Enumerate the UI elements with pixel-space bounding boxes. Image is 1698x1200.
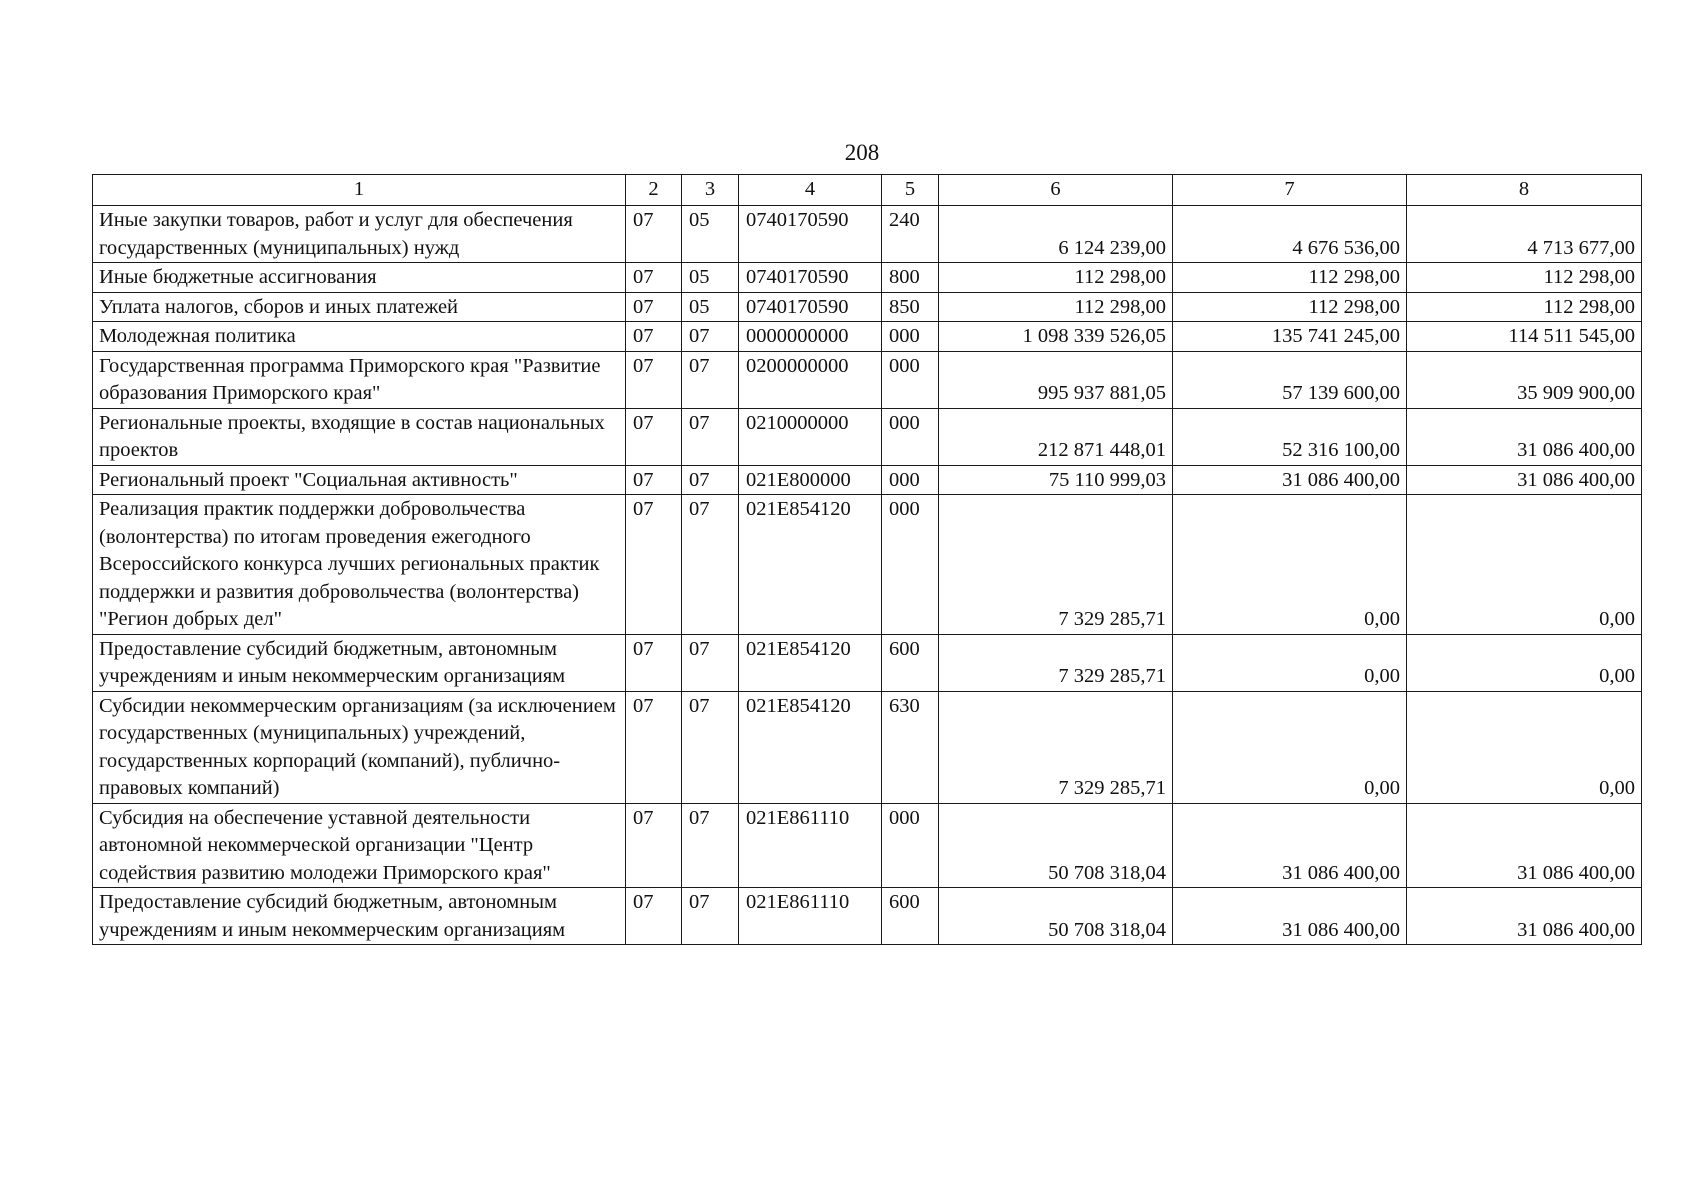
amount-col-6: 7 329 285,71 (939, 634, 1173, 691)
subsection-code: 07 (682, 351, 739, 408)
amount-col-8: 4 713 677,00 (1407, 206, 1642, 263)
amount-col-8: 35 909 900,00 (1407, 351, 1642, 408)
amount-col-6: 112 298,00 (939, 263, 1173, 293)
column-header: 2 (626, 175, 682, 206)
section-code: 07 (626, 495, 682, 635)
table-row (93, 465, 1642, 495)
subsection-code: 07 (682, 634, 739, 691)
target-article-code: 021E854120 (739, 495, 882, 635)
item-name: Субсидия на обеспечение уставной деятельности автономной некоммерческой организации "Центр содействия развитию молодежи Приморского края" (93, 803, 626, 888)
expense-type-code: 600 (882, 634, 939, 691)
table-row (93, 322, 1642, 352)
section-code: 07 (626, 292, 682, 322)
amount-col-7: 112 298,00 (1173, 263, 1407, 293)
table-row (93, 495, 1642, 635)
amount-col-8: 31 086 400,00 (1407, 888, 1642, 945)
column-header: 8 (1407, 175, 1642, 206)
column-header: 4 (739, 175, 882, 206)
table-row (93, 634, 1642, 691)
amount-col-6: 1 098 339 526,05 (939, 322, 1173, 352)
page-number: 208 (844, 140, 880, 165)
section-code: 07 (626, 691, 682, 803)
table-row (93, 263, 1642, 293)
amount-col-7: 0,00 (1173, 634, 1407, 691)
subsection-code: 05 (682, 206, 739, 263)
amount-col-8: 0,00 (1407, 634, 1642, 691)
table-row (93, 206, 1642, 263)
table-row (93, 691, 1642, 803)
target-article-code: 021E854120 (739, 691, 882, 803)
amount-col-6: 50 708 318,04 (939, 803, 1173, 888)
subsection-code: 07 (682, 322, 739, 352)
amount-col-7: 31 086 400,00 (1173, 888, 1407, 945)
item-name: Государственная программа Приморского края "Развитие образования Приморского края" (93, 351, 626, 408)
expense-type-code: 000 (882, 351, 939, 408)
column-header: 3 (682, 175, 739, 206)
amount-col-7: 0,00 (1173, 691, 1407, 803)
amount-col-6: 995 937 881,05 (939, 351, 1173, 408)
budget-table (92, 174, 1642, 945)
section-code: 07 (626, 263, 682, 293)
column-header: 7 (1173, 175, 1407, 206)
expense-type-code: 600 (882, 888, 939, 945)
item-name: Уплата налогов, сборов и иных платежей (93, 292, 626, 322)
target-article-code: 0200000000 (739, 351, 882, 408)
amount-col-6: 50 708 318,04 (939, 888, 1173, 945)
amount-col-7: 112 298,00 (1173, 292, 1407, 322)
item-name: Молодежная политика (93, 322, 626, 352)
item-name: Иные бюджетные ассигнования (93, 263, 626, 293)
section-code: 07 (626, 408, 682, 465)
subsection-code: 07 (682, 691, 739, 803)
item-name: Предоставление субсидий бюджетным, автономным учреждениям и иным некоммерческим организациям (93, 888, 626, 945)
subsection-code: 07 (682, 888, 739, 945)
target-article-code: 0740170590 (739, 263, 882, 293)
subsection-code: 07 (682, 803, 739, 888)
amount-col-7: 57 139 600,00 (1173, 351, 1407, 408)
amount-col-8: 114 511 545,00 (1407, 322, 1642, 352)
section-code: 07 (626, 465, 682, 495)
amount-col-7: 31 086 400,00 (1173, 803, 1407, 888)
expense-type-code: 000 (882, 465, 939, 495)
item-name: Реализация практик поддержки добровольчества (волонтерства) по итогам проведения ежегодного Всероссийского конкурса лучших региональных практик поддержки и развития добровольчества (волонтерства) "Регион добрых дел" (93, 495, 626, 635)
expense-type-code: 000 (882, 408, 939, 465)
table-row (93, 408, 1642, 465)
target-article-code: 0740170590 (739, 292, 882, 322)
section-code: 07 (626, 803, 682, 888)
item-name: Предоставление субсидий бюджетным, автономным учреждениям и иным некоммерческим организациям (93, 634, 626, 691)
expense-type-code: 630 (882, 691, 939, 803)
section-code: 07 (626, 206, 682, 263)
column-header: 1 (93, 175, 626, 206)
target-article-code: 0740170590 (739, 206, 882, 263)
item-name: Региональный проект "Социальная активность" (93, 465, 626, 495)
amount-col-6: 7 329 285,71 (939, 495, 1173, 635)
target-article-code: 021E861110 (739, 888, 882, 945)
amount-col-6: 7 329 285,71 (939, 691, 1173, 803)
column-header: 6 (939, 175, 1173, 206)
target-article-code: 021E800000 (739, 465, 882, 495)
expense-type-code: 850 (882, 292, 939, 322)
item-name: Субсидии некоммерческим организациям (за исключением государственных (муниципальных) учреждений, государственных корпораций (компаний), публично-правовых компаний) (93, 691, 626, 803)
subsection-code: 07 (682, 408, 739, 465)
amount-col-8: 112 298,00 (1407, 292, 1642, 322)
amount-col-8: 31 086 400,00 (1407, 465, 1642, 495)
amount-col-8: 31 086 400,00 (1407, 803, 1642, 888)
subsection-code: 05 (682, 263, 739, 293)
item-name: Региональные проекты, входящие в состав национальных проектов (93, 408, 626, 465)
target-article-code: 021E854120 (739, 634, 882, 691)
amount-col-7: 135 741 245,00 (1173, 322, 1407, 352)
section-code: 07 (626, 351, 682, 408)
amount-col-8: 0,00 (1407, 691, 1642, 803)
table-row (93, 888, 1642, 945)
amount-col-7: 52 316 100,00 (1173, 408, 1407, 465)
amount-col-8: 112 298,00 (1407, 263, 1642, 293)
amount-col-7: 31 086 400,00 (1173, 465, 1407, 495)
item-name: Иные закупки товаров, работ и услуг для обеспечения государственных (муниципальных) нужд (93, 206, 626, 263)
subsection-code: 07 (682, 465, 739, 495)
table-row (93, 292, 1642, 322)
amount-col-8: 31 086 400,00 (1407, 408, 1642, 465)
table-row (93, 351, 1642, 408)
subsection-code: 05 (682, 292, 739, 322)
target-article-code: 0000000000 (739, 322, 882, 352)
expense-type-code: 240 (882, 206, 939, 263)
amount-col-8: 0,00 (1407, 495, 1642, 635)
amount-col-6: 112 298,00 (939, 292, 1173, 322)
amount-col-6: 6 124 239,00 (939, 206, 1173, 263)
target-article-code: 0210000000 (739, 408, 882, 465)
expense-type-code: 000 (882, 322, 939, 352)
amount-col-7: 4 676 536,00 (1173, 206, 1407, 263)
section-code: 07 (626, 634, 682, 691)
column-header: 5 (882, 175, 939, 206)
target-article-code: 021E861110 (739, 803, 882, 888)
section-code: 07 (626, 888, 682, 945)
subsection-code: 07 (682, 495, 739, 635)
header-row (93, 175, 1642, 206)
expense-type-code: 800 (882, 263, 939, 293)
amount-col-6: 75 110 999,03 (939, 465, 1173, 495)
amount-col-7: 0,00 (1173, 495, 1407, 635)
expense-type-code: 000 (882, 495, 939, 635)
section-code: 07 (626, 322, 682, 352)
amount-col-6: 212 871 448,01 (939, 408, 1173, 465)
expense-type-code: 000 (882, 803, 939, 888)
table-row (93, 803, 1642, 888)
